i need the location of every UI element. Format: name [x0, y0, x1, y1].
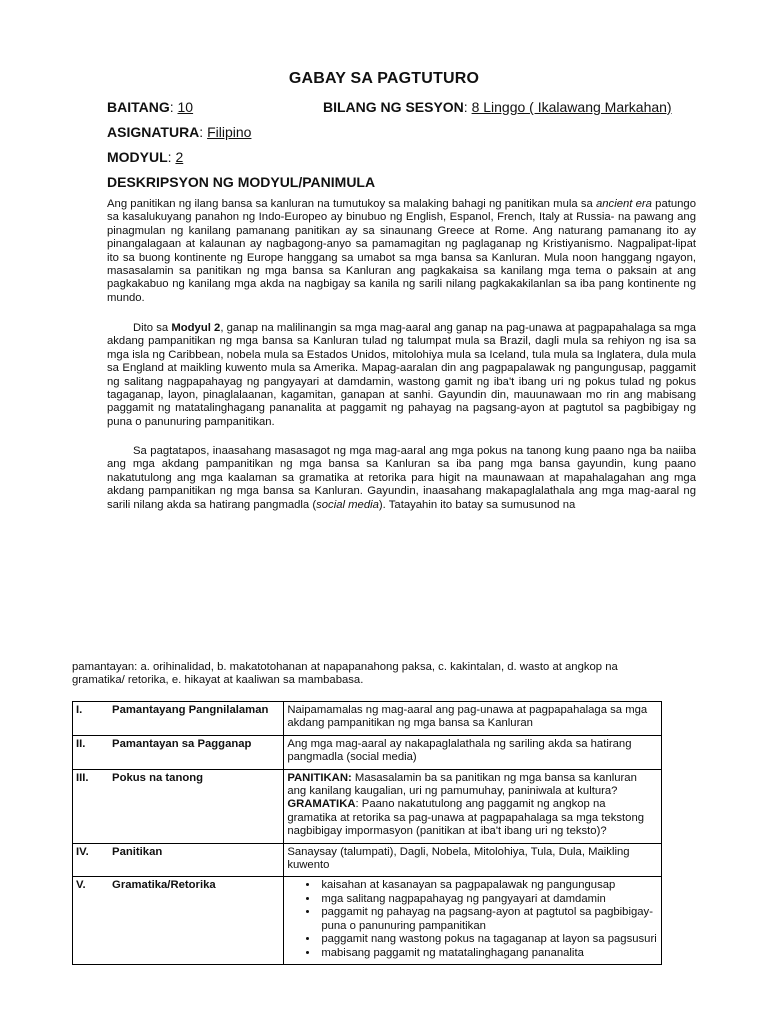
paragraph-modyul: Dito sa Modyul 2, ganap na malilinangin sa mga mag-aaral ang ganap na pag-unawa at pagpapahalaga sa mga akdang pampanitikan ng mga bansa sa Kanluran tulad ng talumpat mula sa Brazil, dagli mula sa rehiyon ng isa sa mga isla ng Caribbean, nobela mula sa Estados Unidos, mitolohiya mula sa Iceland, tula mula sa Inglatera, dula mula sa England at maikling kuwento mula sa Amerika. Mapag-aaralan din ang pagpapalawak ng pangungusap, paggamit ng salitang nagpapahayag ng pangyayari at damdamin, wastong gamit ng iba't ibang uri ng pokus tulad ng pokus tagaganap, layon, pinaglalaanan, kagamitan, ganapan at sanhi. Gayundin din, mauunawaan mo rin ang mabisang paggamit ng matatalinghagang pananalita at paggamit ng pahayag na pagsang-ayon at pagtutol sa pagbibigay ng puna o panunuring pampanitikan.: [107, 322, 696, 428]
row-value: PANITIKAN: Masasalamin ba sa panitikan ng mga bansa sa kanluran ang kanilang kaugalian, uri ng pamumuhay, paniniwala at kultura? GRAMATIKA: Paano nakatutulong ang paggamit ng angkop na gramatika at retorika sa pag-unawa at pagpapahalaga sa mga tekstong nagbibigay impormasyon (panitikan at iba't ibang uri ng teksto)?: [284, 769, 662, 843]
list-item: • paggamit ng pahayag na pagsang-ayon at pagtutol sa pagbibigay-puna o panunuring pampanitikan: [319, 906, 658, 933]
gramatika-list: [287, 879, 658, 959]
asignatura-label: ASIGNATURA: [107, 124, 200, 140]
list-item: • kaisahan at kasanayan sa pagpapalawak ng pangungusap: [319, 879, 658, 892]
row-value: Sanaysay (talumpati), Dagli, Nobela, Mitolohiya, Tula, Dula, Maikling kuwento: [284, 843, 662, 877]
row-label: Panitikan: [109, 843, 284, 877]
table-row: [73, 877, 662, 964]
row-label: Pokus na tanong: [109, 769, 284, 843]
list-item: • paggamit nang wastong pokus na tagaganap at layon sa pagsusuri: [319, 933, 658, 946]
section-heading: DESKRIPSYON NG MODYUL/PANIMULA: [107, 174, 376, 190]
row-number: II.: [73, 735, 110, 769]
table-row: [73, 702, 662, 736]
row-value: Naipamamalas ng mag-aaral ang pag-unawa at pagpapahalaga sa mga akdang pampanitikan ng mga bansa sa Kanluran: [284, 702, 662, 736]
modyul-value: 2: [175, 149, 184, 165]
row-number: III.: [73, 769, 110, 843]
row-value: [284, 877, 662, 964]
paragraph-pagtatapos: Sa pagtatapos, inaasahang masasagot ng mga mag-aaral ang mga pokus na tanong kung paano nga ba naiiba ang mga akdang pampanitikan ng mga bansa sa Kanluran sa iba pang mga bansa gayundin, kung paano nakatutulong ang mga kaalaman sa gramatika at retorika para higit na maunawaan at mapahalagahan ang mga akdang pampanitikan ng mga bansa sa Kanluran. Gayundin, inaasahang makapaglalathala ang mga mag-aaral ng sarili nilang akda sa hatirang pangmadla (social media). Tatayahin ito batay sa sumusunod na: [107, 445, 696, 511]
document-title: GABAY SA PAGTUTURO: [288, 70, 480, 87]
table-row: [73, 769, 662, 843]
table-row: [73, 735, 662, 769]
row-number: IV.: [73, 843, 110, 877]
row-label: Pamantayan sa Pagganap: [109, 735, 284, 769]
row-value: Ang mga mag-aaral ay nakapaglalathala ng sariling akda sa hatirang pangmadla (social media): [284, 735, 662, 769]
sesyon-field: BILANG NG SESYON: 8 Linggo ( Ikalawang Markahan): [323, 99, 672, 115]
paragraph-pamantayan: pamantayan: a. orihinalidad, b. makatotohanan at napapanahong paksa, c. kakintalan, d. wasto at angkop na gramatika/ retorika, e. hikayat at kaaliwan sa mambabasa.: [72, 661, 618, 687]
asignatura-value: Filipino: [207, 124, 252, 140]
list-item: • mga salitang nagpapahayag ng pangyayari at damdamin: [319, 893, 658, 906]
list-item: • mabisang paggamit ng matatalinghagang pananalita: [319, 947, 658, 960]
sesyon-value: 8 Linggo ( Ikalawang Markahan): [471, 99, 672, 115]
row-number: V.: [73, 877, 110, 964]
paragraph-intro: Ang panitikan ng ilang bansa sa kanluran na tumutukoy sa malaking bahagi ng panitikan mula sa ancient era patungo sa kasalukuyang panahon ng Indo-Europeo ay binubuo ng English, Espanol, French, Italy at Russia- na pawang ang pinagmulan ng kanilang pamanang panitikan ay sa sinaunang Greece at Rome. Ang naturang pamanang ito ay pinangalagaan at kalaunan ay nagbagong-anyo sa pamamagitan ng paglaganap ng Kristiyanismo. Nagpalipat-lipat ito sa buong kontinente ng Europe hanggang sa umabot sa mga bansa sa Kanluran. Mula noon hanggang ngayon, masasalamin sa panitikan ng mga bansa sa Kanluran ang pagkakaisa sa kanilang mga tema o paksain at ang pagkakabuo ng kanilang mga akda na nagbigay sa kanila ng sarili nilang pagkakakilanlan sa iba pang kontinente ng mundo.: [107, 198, 696, 304]
table-row: [73, 843, 662, 877]
asignatura-field: ASIGNATURA: Filipino: [107, 124, 252, 140]
row-label: Pamantayang Pangnilalaman: [109, 702, 284, 736]
row-number: I.: [73, 702, 110, 736]
baitang-label: BAITANG: [107, 99, 170, 115]
row-label: Gramatika/Retorika: [109, 877, 284, 964]
baitang-value: 10: [177, 99, 194, 115]
baitang-field: BAITANG: 10: [107, 99, 194, 115]
modyul-field: MODYUL: 2: [107, 149, 184, 165]
standards-table: [72, 701, 662, 965]
modyul-label: MODYUL: [107, 149, 168, 165]
sesyon-label: BILANG NG SESYON: [323, 99, 464, 115]
